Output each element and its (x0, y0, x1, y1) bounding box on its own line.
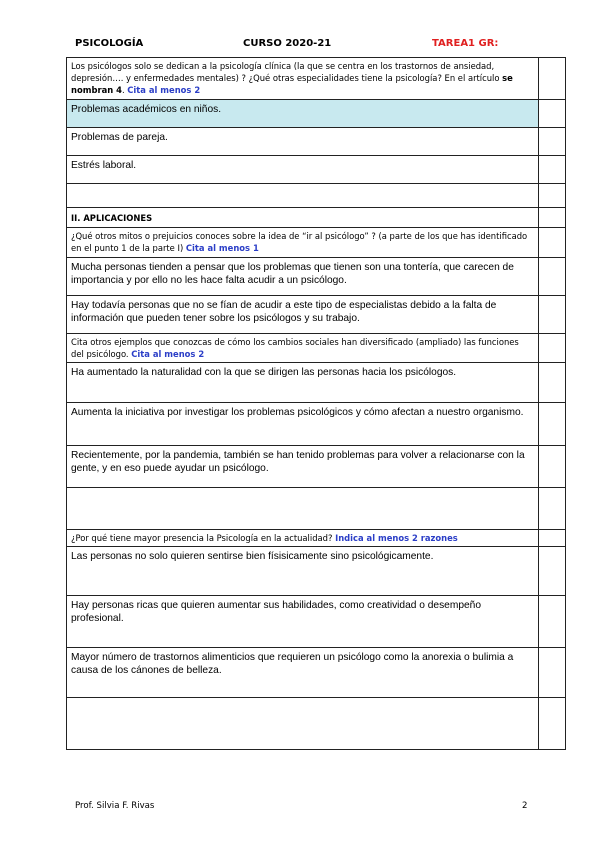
side-cell (539, 184, 566, 208)
task-label: TAREA1 GR: (432, 38, 499, 49)
answer-cell[interactable]: Problemas académicos en niños. (67, 100, 539, 128)
side-cell (539, 156, 566, 184)
question-specialties: Los psicólogos solo se dedican a la psicología clínica (la que se centra en los trastornos de ansiedad, depresión…. y enfermedades mentales) ? ¿Qué otras especialidades tiene la psicología? En el artículo se nombran 4. Cita al menos 2 (67, 58, 539, 100)
question-social-changes: Cita otros ejemplos que conozcas de cómo los cambios sociales han diversificado (ampliado) las funciones del psicólogo. Cita al menos 2 (67, 334, 539, 363)
side-cell (539, 258, 566, 296)
side-cell (539, 648, 566, 698)
question-myths: ¿Qué otros mitos o prejuicios conoces sobre la idea de “ir al psicólogo” ? (a parte de los que has identificado en el punto 1 de la parte I) Cita al menos 1 (67, 228, 539, 258)
side-cell (539, 334, 566, 363)
answer-cell-empty[interactable] (67, 698, 539, 750)
side-cell (539, 228, 566, 258)
answer-cell[interactable]: Hay personas ricas que quieren aumentar sus habilidades, como creatividad o desempeño profesional. (67, 596, 539, 648)
answer-cell[interactable]: Estrés laboral. (67, 156, 539, 184)
answer-cell[interactable]: Mucha personas tienden a pensar que los problemas que tienen son una tontería, que carecen de importancia y por ello no les hace falta acudir a un psicólogo. (67, 258, 539, 296)
side-cell (539, 208, 566, 228)
side-cell (539, 100, 566, 128)
side-cell (539, 403, 566, 446)
answer-cell[interactable]: Las personas no solo quieren sentirse bien físisicamente sino psicológicamente. (67, 547, 539, 596)
page-number: 2 (522, 801, 528, 811)
side-cell (539, 58, 566, 100)
section-title: II. APLICACIONES (67, 208, 539, 228)
answer-cell-empty[interactable] (67, 488, 539, 530)
side-cell (539, 530, 566, 547)
side-cell (539, 488, 566, 530)
side-cell (539, 446, 566, 488)
answer-cell[interactable]: Mayor número de trastornos alimenticios que requieren un psicólogo como la anorexia o bulimia a causa de los cánones de belleza. (67, 648, 539, 698)
answer-cell[interactable]: Aumenta la iniciativa por investigar los problemas psicológicos y cómo afectan a nuestro organismo. (67, 403, 539, 446)
side-cell (539, 698, 566, 750)
side-cell (539, 128, 566, 156)
worksheet-table (66, 57, 566, 750)
answer-cell[interactable]: Ha aumentado la naturalidad con la que se dirigen las personas hacia los psicólogos. (67, 363, 539, 403)
answer-cell[interactable]: Problemas de pareja. (67, 128, 539, 156)
footer-author: Prof. Silvia F. Rivas (75, 801, 155, 811)
side-cell (539, 596, 566, 648)
answer-cell[interactable]: Recientemente, por la pandemia, también se han tenido problemas para volver a relacionarse con la gente, y en eso puede ayudar un psicólogo. (67, 446, 539, 488)
course-label: CURSO 2020-21 (243, 38, 332, 49)
side-cell (539, 296, 566, 334)
side-cell (539, 547, 566, 596)
subject-label: PSICOLOGÍA (75, 38, 144, 49)
question-presence: ¿Por qué tiene mayor presencia la Psicología en la actualidad? Indica al menos 2 razones (67, 530, 539, 547)
answer-cell-empty[interactable] (67, 184, 539, 208)
side-cell (539, 363, 566, 403)
answer-cell[interactable]: Hay todavía personas que no se fían de acudir a este tipo de especialistas debido a la falta de información que pueden tener sobre los psicólogos y su trabajo. (67, 296, 539, 334)
